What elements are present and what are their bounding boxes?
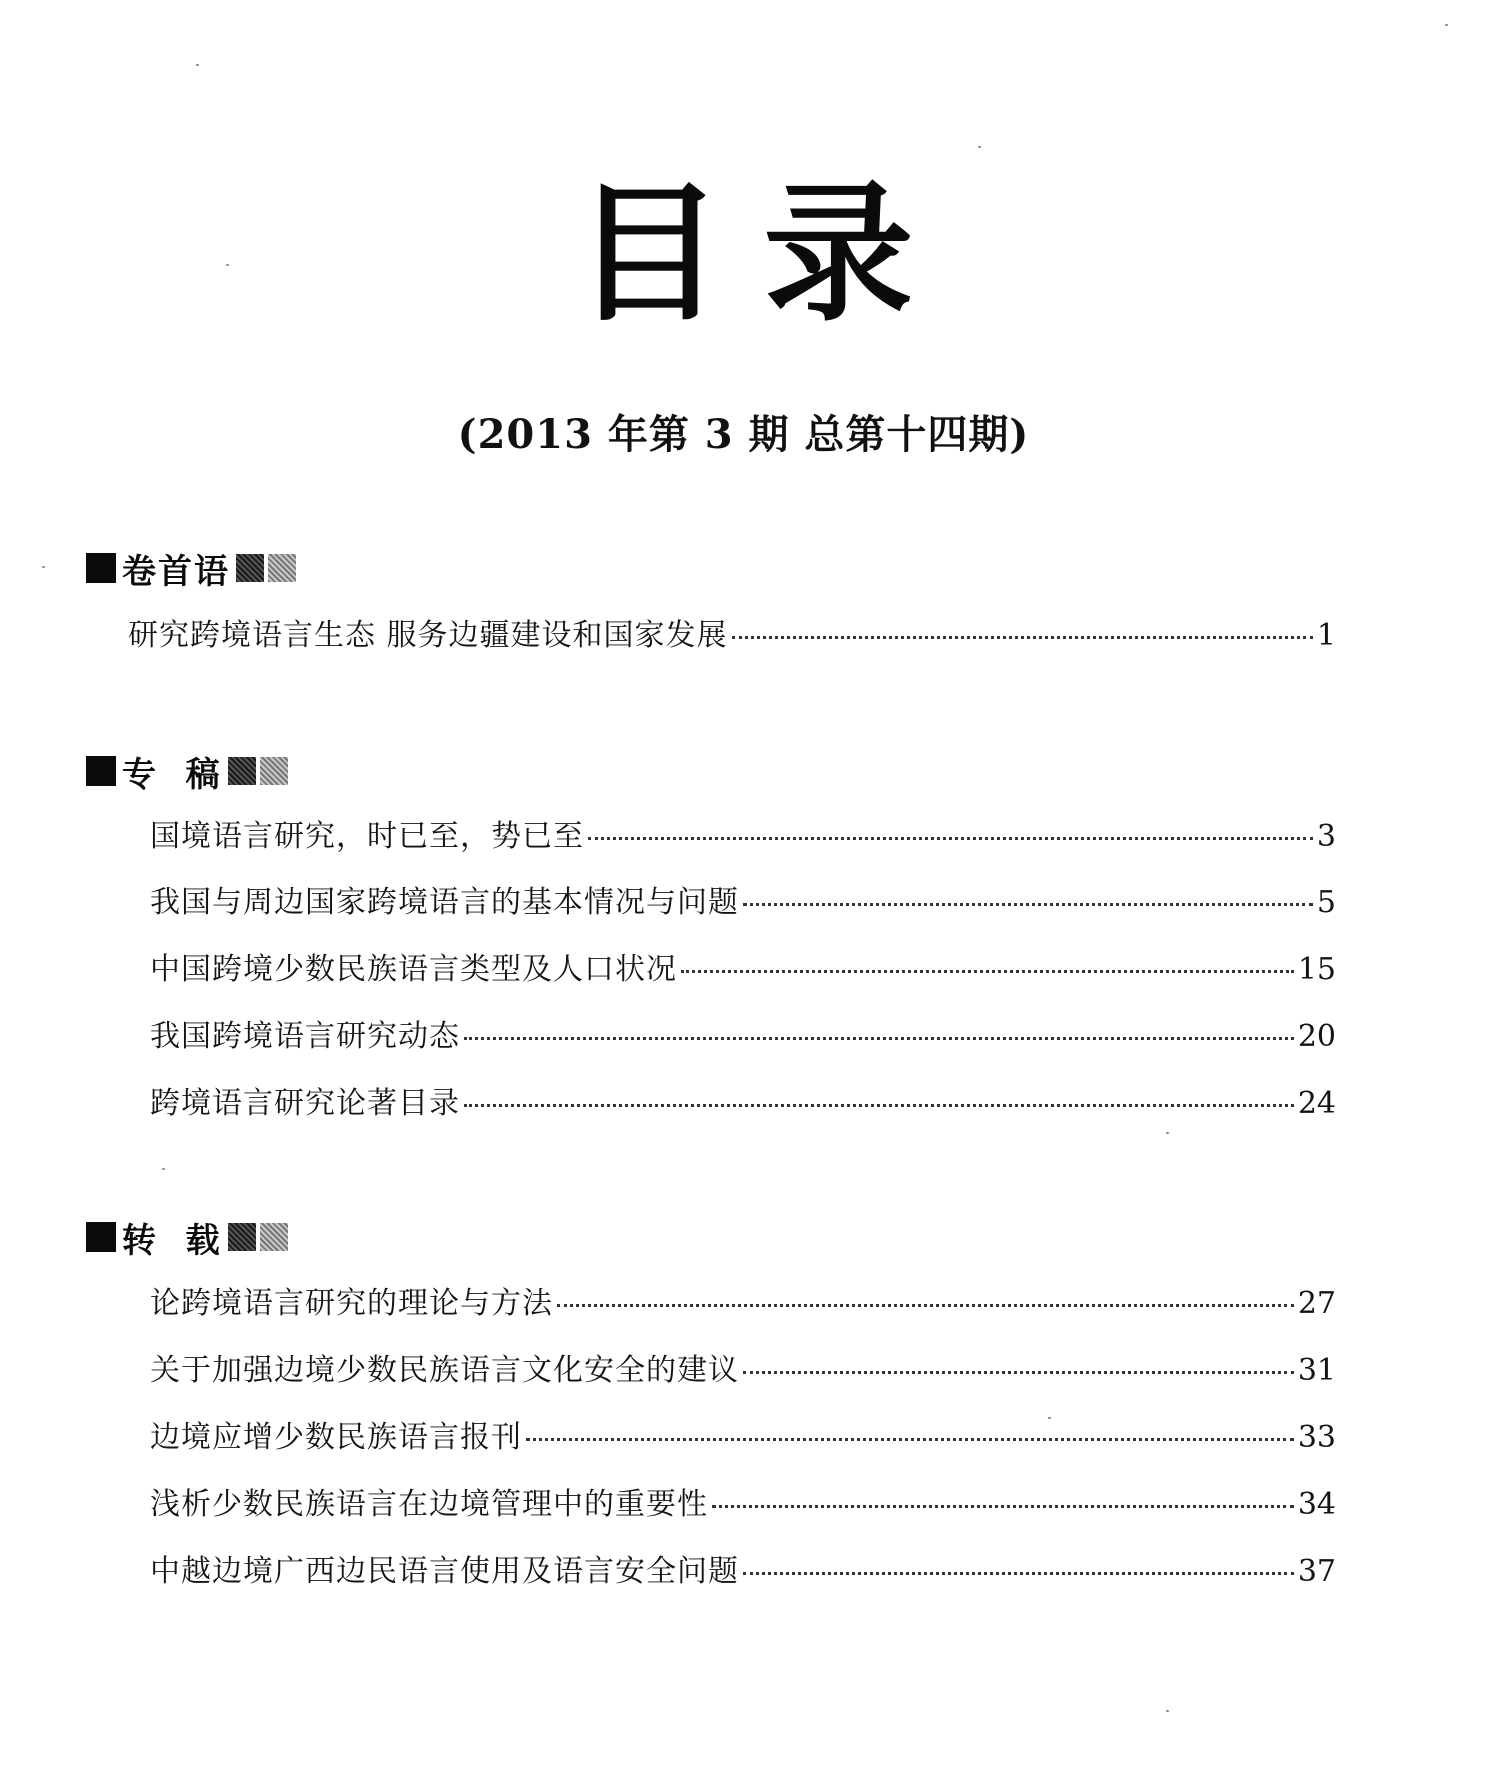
entry-title: 中国跨境少数民族语言类型及人口状况 (150, 952, 677, 987)
black-square-icon (86, 1222, 116, 1252)
light-square-icon (268, 554, 296, 582)
issue-info: (2013 年第 3 期 总第十四期) (457, 411, 1030, 458)
entry-page-number: 20 (1297, 1019, 1336, 1054)
light-square-icon (260, 1223, 288, 1251)
section-heading-reprint (86, 1217, 288, 1261)
entry-title: 我国与周边国家跨境语言的基本情况与问题 (150, 885, 739, 920)
dot-leader (681, 970, 1294, 973)
dot-leader (743, 1572, 1294, 1575)
scan-speck (196, 64, 199, 66)
black-square-icon (86, 553, 116, 583)
entry-title: 我国跨境语言研究动态 (150, 1019, 460, 1054)
toc-entry[interactable] (150, 1017, 1336, 1057)
section-label: 转 载 (122, 1220, 222, 1261)
dot-leader (557, 1304, 1294, 1307)
entry-page-number: 24 (1297, 1086, 1336, 1121)
scan-speck (978, 146, 981, 148)
dark-square-icon (228, 757, 256, 785)
toc-entry[interactable] (150, 1418, 1336, 1458)
entry-title: 研究跨境语言生态 服务边疆建设和国家发展 (128, 618, 728, 653)
entry-page-number: 1 (1316, 618, 1336, 653)
section-heading-preface (86, 548, 296, 592)
dot-leader (712, 1505, 1294, 1508)
scan-speck (226, 264, 229, 266)
toc-entry[interactable] (150, 1284, 1336, 1324)
toc-entry[interactable] (150, 1084, 1336, 1124)
entry-title: 国境语言研究，时已至，势已至 (150, 819, 584, 854)
toc-entry[interactable] (150, 1552, 1336, 1592)
entry-page-number: 3 (1316, 819, 1336, 854)
entry-page-number: 34 (1297, 1487, 1336, 1522)
dot-leader (732, 636, 1313, 639)
scan-speck (1048, 1417, 1051, 1419)
dark-square-icon (236, 554, 264, 582)
toc-entry[interactable] (150, 817, 1336, 857)
dot-leader (464, 1104, 1294, 1107)
dot-leader (743, 1371, 1294, 1374)
entry-title: 论跨境语言研究的理论与方法 (150, 1286, 553, 1321)
scan-speck (1166, 1710, 1169, 1712)
entry-title: 关于加强边境少数民族语言文化安全的建议 (150, 1353, 739, 1388)
entry-title: 边境应增少数民族语言报刊 (150, 1420, 522, 1455)
toc-entry[interactable] (150, 1485, 1336, 1525)
entry-title: 跨境语言研究论著目录 (150, 1086, 460, 1121)
toc-entry[interactable] (150, 1351, 1336, 1391)
page-title: 目录 (573, 168, 954, 342)
entry-page-number: 33 (1297, 1420, 1336, 1455)
scan-speck (1166, 1132, 1169, 1134)
section-heading-special (86, 751, 288, 795)
entry-page-number: 31 (1297, 1353, 1336, 1388)
entry-page-number: 37 (1297, 1554, 1336, 1589)
scan-speck (1445, 24, 1448, 26)
entry-page-number: 27 (1297, 1286, 1336, 1321)
section-label: 专 稿 (122, 754, 222, 795)
dot-leader (588, 837, 1313, 840)
entry-page-number: 15 (1297, 952, 1336, 987)
toc-entry[interactable] (150, 950, 1336, 990)
dot-leader (743, 903, 1313, 906)
section-label: 卷首语 (122, 551, 230, 592)
toc-entry[interactable] (128, 616, 1336, 656)
scan-speck (162, 1168, 165, 1170)
entry-title: 中越边境广西边民语言使用及语言安全问题 (150, 1554, 739, 1589)
light-square-icon (260, 757, 288, 785)
dark-square-icon (228, 1223, 256, 1251)
black-square-icon (86, 756, 116, 786)
entry-page-number: 5 (1316, 885, 1336, 920)
dot-leader (526, 1438, 1294, 1441)
toc-entry[interactable] (150, 883, 1336, 923)
scan-speck (42, 566, 45, 568)
entry-title: 浅析少数民族语言在边境管理中的重要性 (150, 1487, 708, 1522)
dot-leader (464, 1037, 1294, 1040)
